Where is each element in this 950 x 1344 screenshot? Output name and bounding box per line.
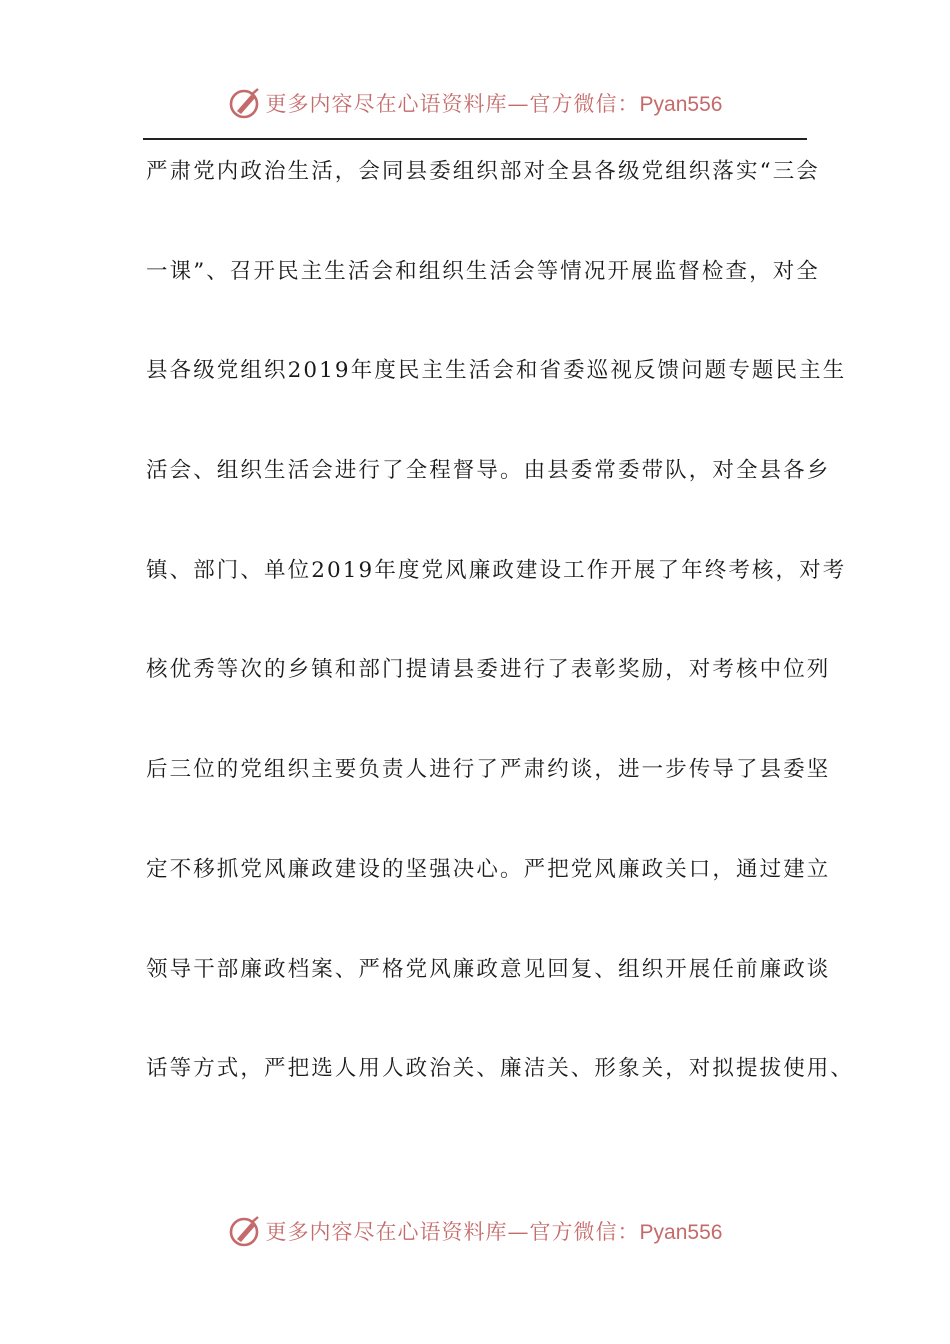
- body-line: 话等方式，严把选人用人政治关、廉洁关、形象关，对拟提拔使用、: [146, 1056, 855, 1082]
- header-rule: [143, 138, 807, 140]
- body-line: 定不移抓党风廉政建设的坚强决心。严把党风廉政关口，通过建立: [146, 856, 831, 882]
- header-text: [266, 88, 723, 118]
- header-wechat-id: Pyan556: [639, 93, 723, 116]
- footer-banner: [0, 1209, 950, 1253]
- footer-text: [266, 1216, 723, 1246]
- header-site-text: 更多内容尽在心语资料库—官方微信：: [265, 92, 640, 116]
- body-line: 活会、组织生活会进行了全程督导。由县委常委带队，对全县各乡: [146, 458, 831, 484]
- body-line: 领导干部廉政档案、严格党风廉政意见回复、组织开展任前廉政谈: [146, 956, 831, 982]
- pen-logo-icon: [228, 86, 262, 120]
- body-line: 严肃党内政治生活，会同县委组织部对全县各级党组织落实“三会: [146, 159, 820, 184]
- document-body: [146, 150, 855, 1147]
- body-line: 镇、部门、单位2019年度党风廉政建设工作开展了年终考核，对考: [146, 557, 847, 583]
- header-banner: [0, 81, 950, 125]
- body-line: 后三位的党组织主要负责人进行了严肃约谈，进一步传导了县委坚: [146, 757, 831, 783]
- body-line: 核优秀等次的乡镇和部门提请县委进行了表彰奖励，对考核中位列: [146, 657, 831, 683]
- body-line: 一课”、召开民主生活会和组织生活会等情况开展监督检查，对全: [146, 258, 820, 284]
- pen-logo-icon: [228, 1214, 262, 1248]
- footer-wechat-id: Pyan556: [639, 1221, 723, 1244]
- body-line: 县各级党组织2019年度民主生活会和省委巡视反馈问题专题民主生: [146, 358, 847, 384]
- footer-site-text: 更多内容尽在心语资料库—官方微信：: [265, 1220, 640, 1244]
